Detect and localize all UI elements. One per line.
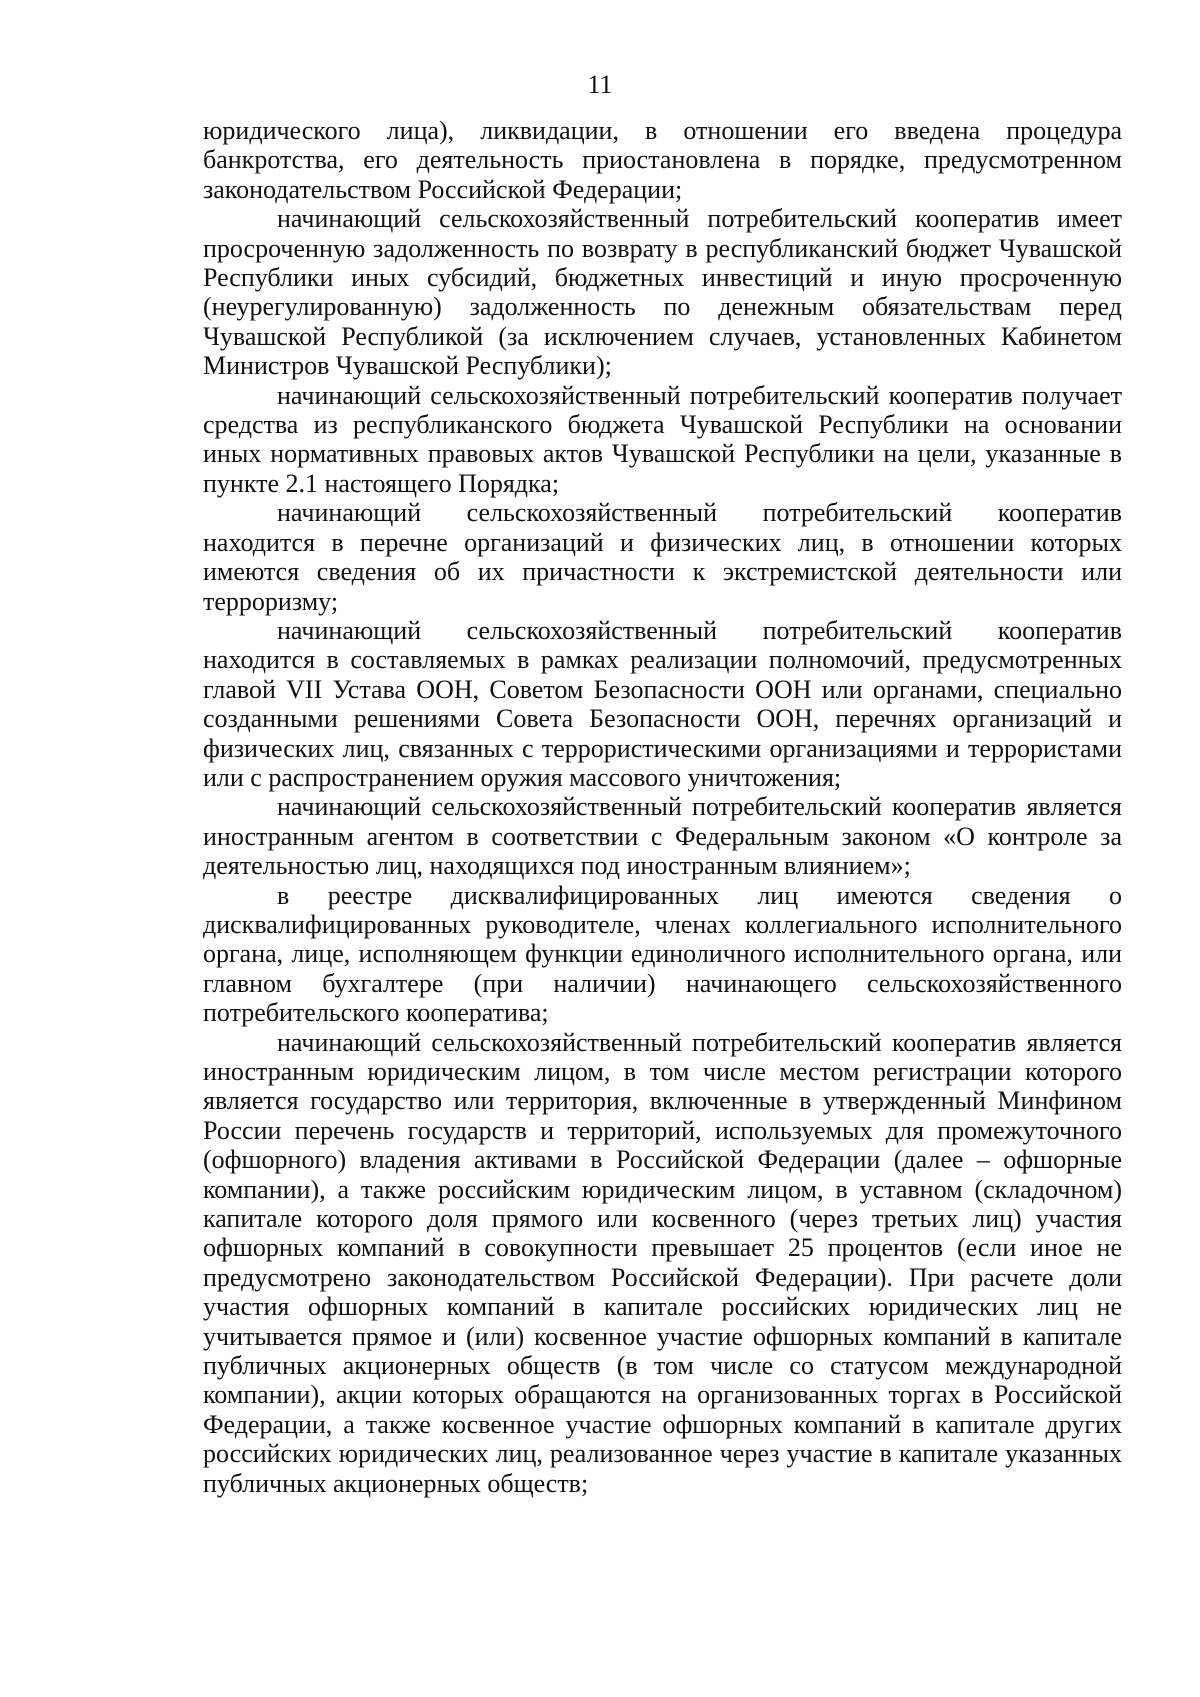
- paragraph-offshore-companies: начинающий сельскохозяйственный потребительский кооператив является иностранным юридическим лицом, в том числе местом регистрации которого является государство или территория, включенные в утвержденный Минфином России перечень государств и территорий, используемых для промежуточного (офшорного) владения активами в Российской Федерации (далее – офшорные компании), а также российским юридическим лицом, в уставном (складочном) капитале которого доля прямого или косвенного (через третьих лиц) участия офшорных компаний в совокупности превышает 25 процентов (если иное не предусмотрено законодательством Российской Федерации). При расчете доли участия офшорных компаний в капитале российских юридических лиц не учитывается прямое и (или) косвенное участие офшорных компаний в капитале публичных акционерных обществ (в том числе со статусом международной компании), акции которых обращаются на организованных торгах в Российской Федерации, а также косвенное участие офшорных компаний в капитале других российских юридических лиц, реализованное через участие в капитале указанных публичных акционерных обществ;: [203, 1027, 1122, 1498]
- paragraph-overdue-debt: начинающий сельскохозяйственный потребительский кооператив имеет просроченную задолженность по возврату в республиканский бюджет Чувашской Республики иных субсидий, бюджетных инвестиций и иную просроченную (неурегулированную) задолженность по денежным обязательствам перед Чувашской Республикой (за исключением случаев, установленных Кабинетом Министров Чувашской Республики);: [203, 204, 1122, 381]
- paragraph-continuation: юридического лица), ликвидации, в отношении его введена процедура банкротства, его деятельность приостановлена в порядке, предусмотренном законодательством Российской Федерации;: [203, 116, 1122, 204]
- paragraph-extremism-list: начинающий сельскохозяйственный потребительский кооператив находится в перечне организаций и физических лиц, в отношении которых имеются сведения об их причастности к экстремистской деятельности или терроризму;: [203, 498, 1122, 616]
- paragraph-other-funding: начинающий сельскохозяйственный потребительский кооператив получает средства из республиканского бюджета Чувашской Республики на основании иных нормативных правовых актов Чувашской Республики на цели, указанные в пункте 2.1 настоящего Порядка;: [203, 380, 1122, 498]
- paragraph-foreign-agent: начинающий сельскохозяйственный потребительский кооператив является иностранным агентом в соответствии с Федеральным законом «О контроле за деятельностью лиц, находящихся под иностранным влиянием»;: [203, 792, 1122, 881]
- paragraph-disqualified-persons: в реестре дисквалифицированных лиц имеются сведения о дисквалифицированных руководителе, членах коллегиального исполнительного органа, лице, исполняющем функции единоличного исполнительного органа, или главном бухгалтере (при наличии) начинающего сельскохозяйственного потребительского кооператива;: [203, 880, 1122, 1028]
- page-number: 11: [587, 70, 613, 99]
- document-body: [203, 116, 1122, 1498]
- paragraph-un-lists: начинающий сельскохозяйственный потребительский кооператив находится в составляемых в рамках реализации полномочий, предусмотренных главой VII Устава ООН, Советом Безопасности ООН или органами, специально созданными решениями Совета Безопасности ООН, перечнях организаций и физических лиц, связанных с террористическими организациями и террористами или с распространением оружия массового уничтожения;: [203, 615, 1122, 792]
